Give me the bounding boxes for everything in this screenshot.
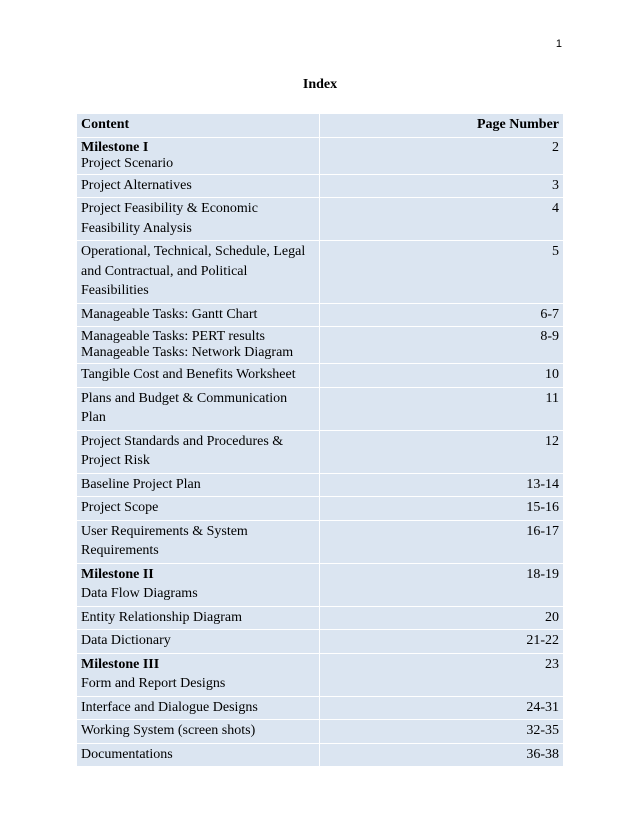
table-row [77, 364, 564, 388]
row-page-number: 12 [320, 430, 564, 473]
row-content [77, 430, 320, 473]
row-page-number: 2 [320, 137, 564, 174]
row-text: Plans and Budget & Communication Plan [81, 390, 288, 425]
row-text: Manageable Tasks: Gantt Chart [81, 306, 258, 322]
row-content [77, 653, 320, 696]
row-content [77, 137, 320, 174]
row-content [77, 696, 320, 720]
row-text: Project Standards and Procedures & Project Risk [81, 433, 284, 468]
table-row [77, 327, 564, 364]
row-text: Manageable Tasks: PERT results [81, 329, 265, 344]
row-page-number: 20 [320, 606, 564, 630]
table-row [77, 520, 564, 563]
row-page-number: 23 [320, 653, 564, 696]
row-text: Data Flow Diagrams [81, 586, 198, 601]
row-text: Interface and Dialogue Designs [81, 699, 258, 715]
row-page-number: 24-31 [320, 696, 564, 720]
row-page-number: 32-35 [320, 720, 564, 744]
row-content [77, 198, 320, 241]
row-page-number: 15-16 [320, 497, 564, 521]
row-content [77, 364, 320, 388]
row-content [77, 387, 320, 430]
table-row [77, 241, 564, 304]
row-page-number: 36-38 [320, 743, 564, 767]
table-row [77, 563, 564, 606]
table-row [77, 303, 564, 327]
header-page-number: Page Number [320, 114, 564, 138]
table-row [77, 387, 564, 430]
row-text: Project Feasibility & Economic Feasibility Analysis [81, 201, 258, 236]
index-title [0, 77, 638, 93]
table-row [77, 653, 564, 696]
row-page-number: 16-17 [320, 520, 564, 563]
row-page-number: 8-9 [320, 327, 564, 364]
page-number: 1 [555, 38, 562, 50]
milestone-heading: Milestone III [81, 656, 160, 672]
index-table [76, 113, 564, 767]
row-page-number: 18-19 [320, 563, 564, 606]
row-page-number: 4 [320, 198, 564, 241]
row-text: User Requirements & System Requirements [81, 523, 248, 558]
header-content: Content [77, 114, 320, 138]
table-row [77, 696, 564, 720]
table-row [77, 497, 564, 521]
index-title-text: Index [302, 77, 338, 92]
row-text: Project Alternatives [81, 177, 192, 193]
row-content [77, 327, 320, 364]
table-row [77, 606, 564, 630]
row-content [77, 743, 320, 767]
row-page-number: 5 [320, 241, 564, 304]
row-text-secondary: Manageable Tasks: Network Diagram [81, 345, 294, 360]
table-header-row [77, 114, 564, 138]
table-row [77, 630, 564, 654]
row-content [77, 497, 320, 521]
table-row [77, 198, 564, 241]
row-content [77, 303, 320, 327]
row-text: Project Scenario [81, 155, 174, 171]
row-page-number: 6-7 [320, 303, 564, 327]
row-content [77, 563, 320, 606]
row-text: Data Dictionary [81, 633, 171, 648]
row-text: Tangible Cost and Benefits Worksheet [81, 367, 296, 382]
milestone-heading: Milestone II [81, 566, 154, 582]
row-text: Operational, Technical, Schedule, Legal and Contractual, and Political Feasibilities [81, 244, 306, 298]
table-row [77, 720, 564, 744]
row-content [77, 241, 320, 304]
table-row [77, 473, 564, 497]
row-text: Working System (screen shots) [81, 723, 256, 738]
row-content [77, 720, 320, 744]
row-page-number: 10 [320, 364, 564, 388]
row-content [77, 174, 320, 198]
table-row [77, 137, 564, 174]
table-row [77, 430, 564, 473]
row-text: Baseline Project Plan [81, 476, 201, 492]
table-row [77, 174, 564, 198]
table-row [77, 743, 564, 767]
milestone-heading: Milestone I [81, 139, 149, 155]
row-page-number: 21-22 [320, 630, 564, 654]
row-content [77, 473, 320, 497]
index-table-body [77, 114, 564, 767]
row-page-number: 13-14 [320, 473, 564, 497]
row-text: Documentations [81, 746, 173, 762]
row-content [77, 520, 320, 563]
row-text: Entity Relationship Diagram [81, 609, 242, 625]
row-content [77, 606, 320, 630]
row-page-number: 3 [320, 174, 564, 198]
row-text: Form and Report Designs [81, 676, 226, 691]
row-content [77, 630, 320, 654]
row-page-number: 11 [320, 387, 564, 430]
row-text: Project Scope [81, 500, 159, 515]
